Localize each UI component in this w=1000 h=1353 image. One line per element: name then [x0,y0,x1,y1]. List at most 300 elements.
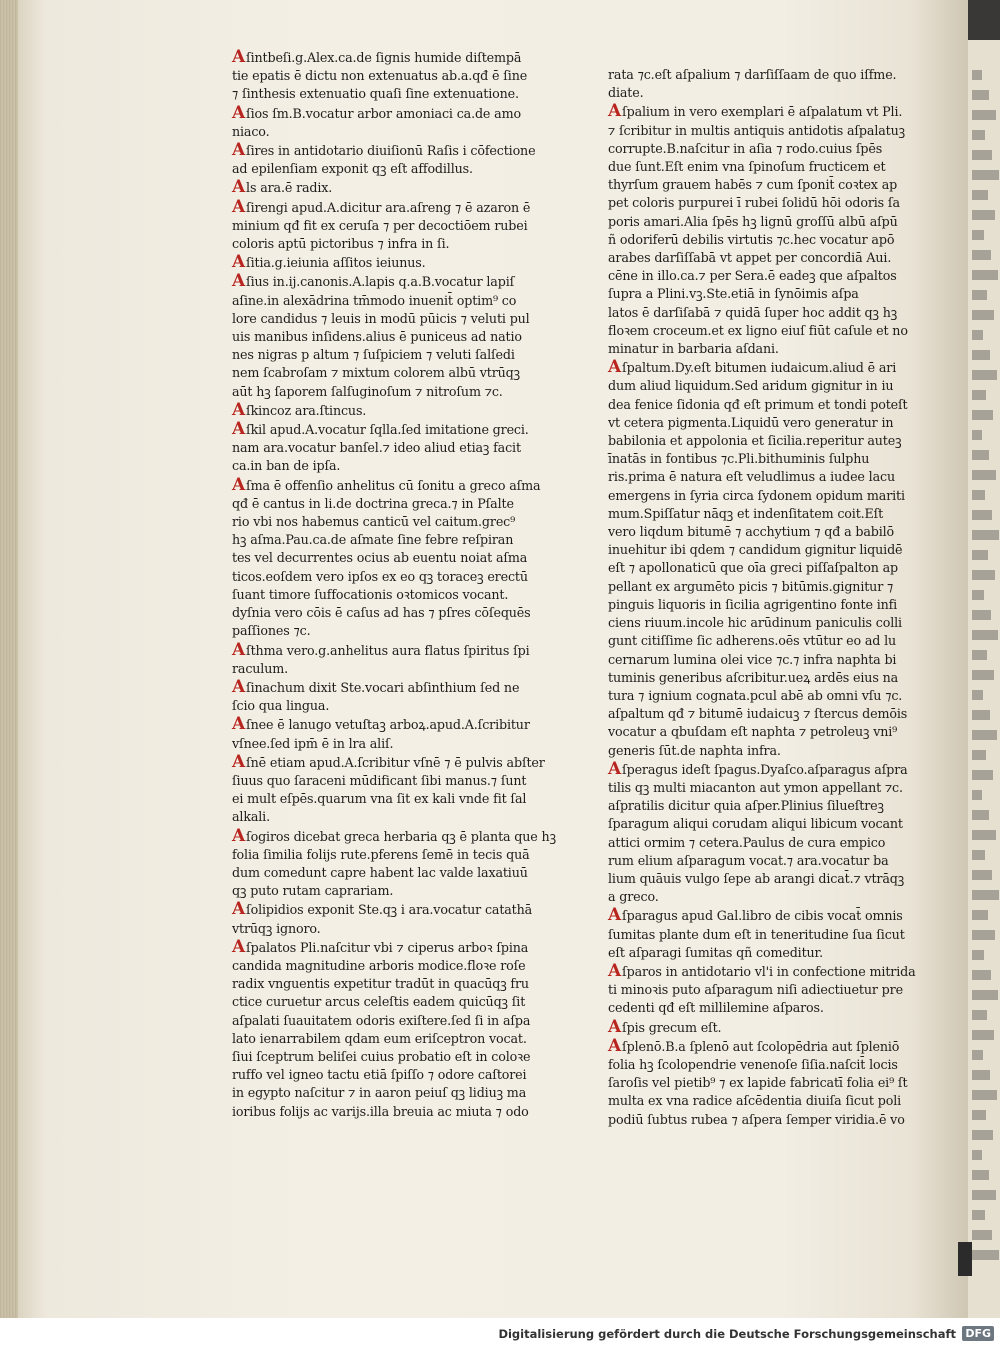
line-text: vſnee.ſed ipm̄ ē in lra aliſ. [232,735,394,751]
text-line [608,231,964,249]
dictionary-entry [608,1018,964,1037]
facing-page-text-fragment [972,290,987,300]
text-line [232,938,612,957]
text-line [608,213,964,231]
facing-page-text-fragment [972,270,998,280]
text-line [608,102,964,121]
facing-page-text-fragment [972,130,985,140]
text-line [608,815,964,833]
rubricated-initial: A [608,758,622,779]
text-line [232,568,612,586]
line-text: aūt hꝫ ſaporem ſalſuginoſum ⁊ nitroſum ⁊c. [232,383,503,399]
line-text: eſt aſparagi ſumitas qñ comeditur. [608,944,823,960]
text-column-left [232,48,612,1121]
line-text: raculum. [232,660,288,676]
text-line [232,1048,612,1066]
dictionary-entry [232,272,612,400]
rubricated-initial: A [232,825,246,846]
line-text: lato ienarrabilem qdam eum eriſceptron vocat. [232,1030,527,1046]
line-text: niaco. [232,123,270,139]
line-text: tuminis generibus aſcribitur.ueꝝ ardēs eius na [608,669,899,685]
dictionary-entry [608,1037,964,1129]
text-line [608,304,964,322]
facing-page-edge [968,40,1000,1318]
text-column-right [608,66,964,1129]
line-text: ñ odoriferū debilis virtutis ⁊c.hec vocatur apō [608,231,895,247]
text-line [608,888,964,906]
text-line [232,85,612,103]
facing-page-text-fragment [972,1090,997,1100]
line-text: ſpalium in vero exemplari ē aſpalatum vt Pli. [622,104,903,120]
facing-page-text-fragment [972,1070,990,1080]
line-text: a greco. [608,889,659,905]
line-text: thyrſum grauem habēs ⁊ cum ſponit̄ coꝛtex ap [608,177,898,193]
text-line [608,158,964,176]
line-text: ſma ē offenſio anhelitus cū ſonitu a greco aſma [246,477,541,493]
facing-page-text-fragment [972,1170,989,1180]
rubricated-initial: A [232,252,246,273]
line-text: ſiui ſceptrum beliſei cuius probatio eſt in coloꝛe [232,1048,531,1064]
dictionary-entry [608,358,964,759]
line-text: vero liqdum bitumē ⁊ acchytium ⁊ qđ a babilō [608,524,895,540]
line-text: candida magnitudine arboris modice.floꝛe roſe [232,957,526,973]
text-line [232,827,612,846]
line-text: hꝫ aſma.Pau.ca.de aſmate ſine febre reſpiran [232,532,514,548]
text-line [232,292,612,310]
line-text: rum elium aſparagum vocat.⁊ ara.vocatur ba [608,852,889,868]
rubricated-initial: A [608,1035,622,1056]
text-line [232,272,612,291]
text-line [232,846,612,864]
rubricated-initial: A [608,1016,622,1037]
line-text: ſkincoz ara.ſtincus. [246,402,367,418]
facing-page-text-fragment [972,630,998,640]
facing-page-text-fragment [972,1230,992,1240]
dictionary-entry [608,962,964,1018]
text-line [232,531,612,549]
text-line [608,267,964,285]
text-line [608,1111,964,1129]
line-text: ca.in ban de ipſa. [232,458,341,474]
line-text: ſolipidios exponit Ste.qꝫ i ara.vocatur catathā [246,902,533,918]
text-line [232,641,612,660]
dictionary-entry [232,178,612,197]
line-text: cernarum lumina olei vice ⁊c.⁊ infra naphta bi [608,651,897,667]
facing-page-text-fragment [972,210,995,220]
line-text: folia ſimilia folijs rute.pferens ſemē in tecis quā [232,846,530,862]
facing-page-text-fragment [972,790,982,800]
dictionary-entry [232,900,612,937]
line-text: latos ē darſiſabā ⁊ quidā ſuper hoc addit qꝫ hꝫ [608,304,898,320]
line-text: inuehitur ibi qdem ⁊ candidum gignitur liquidē [608,542,903,558]
text-line [232,1030,612,1048]
dictionary-entry [232,198,612,254]
line-text: ſitia.g.ieiunia aſſitos ieiunus. [246,255,426,271]
line-text: pellant ex argumēto picis ⁊ bitūmis.gignitur ⁊ [608,578,894,594]
text-line [232,660,612,678]
line-text: dyſnia vero cōis ē caſus ad has ⁊ pſres cōſequēs [232,605,531,621]
facing-page-text-fragment [972,390,986,400]
facing-page-text-fragment [972,770,993,780]
line-text: ſkil apud.A.vocatur ſqlla.ſed imitatione greci. [246,422,529,438]
line-text: ris.prima ē natura eſt veludlimus a iudee lacu [608,469,895,485]
dictionary-entry [232,715,612,752]
text-line [608,396,964,414]
line-text: lium quāuis vulgo ſepe ab arangi dicat̄.⁊ vtrāqꝫ [608,870,905,886]
facing-page-text-fragment [972,1190,996,1200]
line-text: ſpaltum.Dy.eſt bitumen iudaicum.aliud ē ari [622,360,897,376]
line-text: ſparagus apud Gal.libro de cibis vocat̄ omnis [622,908,903,924]
facing-page-text-fragment [972,1210,985,1220]
text-line [232,104,612,123]
line-text: ſpalatos Pli.naſcitur vbi ⁊ ciperus arboꝛ ſpina [246,939,529,955]
text-line [608,487,964,505]
text-line [232,346,612,364]
line-text: paſſiones ⁊c. [232,623,311,639]
text-line [608,981,964,999]
text-line [608,523,964,541]
text-line [608,651,964,669]
line-text: aſpratilis dicitur quia aſper.Plinius ſilueſtreꝫ [608,798,884,814]
facing-page-text-fragment [972,1130,993,1140]
text-line [608,962,964,981]
text-line [232,1103,612,1121]
text-line [232,364,612,382]
rubricated-initial: A [232,936,246,957]
line-text: babilonia et appolonia et ſicilia.reperitur auteꝫ [608,433,902,449]
facing-page-text-fragment [972,90,989,100]
facing-page-text-fragment [972,150,992,160]
text-line [608,559,964,577]
text-line [232,198,612,217]
text-line [232,790,612,808]
line-text: radix vnguentis expetitur tradūt in quacūqꝫ fru [232,976,529,992]
line-text: ſuant timore ſuffocationis oꝛtomicos vocant. [232,586,509,602]
text-line [232,604,612,622]
facing-page-text-fragment [972,1050,983,1060]
line-text: corrupte.B.naſcitur in aſia ⁊ rodo.cuius ſpēs [608,140,883,156]
line-text: tie epatis ē dictu non extenuatus ab.a.qđ ē ſine [232,68,528,84]
line-text: emergens in ſyria circa ſydonem opidum mariti [608,487,905,503]
facing-page-text-fragment [972,990,998,1000]
line-text: tura ⁊ ignium cognata.pcul abē ab omni vſu ⁊c. [608,687,903,703]
line-text: dum comedunt capre habent lac valde laxatiuū [232,864,528,880]
text-line [608,1018,964,1037]
line-text: nes nigras p altum ⁊ ſuſpiciem ⁊ veluti ſalſedi [232,347,515,363]
dfg-logo: DFG [962,1326,994,1341]
rubricated-initial: A [232,714,246,735]
line-text: ſparagum aliqui corudam aliqui libicum vocant [608,816,903,832]
rubricated-initial: A [232,196,246,217]
text-line [608,632,964,650]
line-text: ⁊ ſinthesis extenuatio quaſi ſine extenuatione. [232,86,519,102]
color-reference-bar [958,1242,972,1276]
line-text: lore candidus ⁊ leuis in modū pūicis ⁊ veluti pul [232,310,530,326]
dictionary-entry [232,420,612,476]
facing-page-text-fragment [972,1110,986,1120]
text-line [232,123,612,141]
line-text: aſpalati ſuauitatem odoris exiſtere.ſed ſi in aſpa [232,1012,531,1028]
dictionary-entry [232,753,612,827]
dictionary-entry [608,906,964,962]
text-line [232,235,612,253]
line-text: ſnee ē lanugo vetuſtaꝫ arboꝝ.apud.A.ſcribitur [246,717,530,733]
line-text: ⁊ ſcribitur in multis antiquis antidotis aſpalatuꝫ [608,122,905,138]
facing-page-text-fragment [972,690,983,700]
line-text: ſires in antidotario diuiſionū Raſis i cōfectione [246,143,536,159]
text-line [232,401,612,420]
text-line [232,48,612,67]
line-text: aſpaltum qđ ⁊ bitumē iudaicuꝫ ⁊ ſtercus demōis [608,706,908,722]
line-text: qđ ē cantus in li.de doctrina greca.⁊ in Pſalte [232,495,514,511]
line-text: nam ara.vocatur banſel.⁊ ideo aliud etiaꝫ facit [232,440,521,456]
text-line [608,505,964,523]
line-text: due ſunt.Eſt enim vna ſpinoſum fructicem et [608,159,886,175]
text-line [608,340,964,358]
text-line [608,122,964,140]
text-line [608,414,964,432]
facing-page-text-fragment [972,110,996,120]
text-line [608,1037,964,1056]
text-line [232,328,612,346]
text-line [232,957,612,975]
facing-page-text-fragment [972,950,984,960]
facing-page-text-fragment [972,370,997,380]
text-line [232,882,612,900]
text-line [232,217,612,235]
line-text: dum aliud liquidum.Sed aridum gignitur in iu [608,378,894,394]
line-text: generis ſūt.de naphta infra. [608,742,781,758]
facing-page-text-fragment [972,410,993,420]
line-text: ſintbeſi.g.Alex.ca.de ſignis humide diſtempā [246,50,522,65]
line-text: multa ex vna radice aſcēdentia diuiſa ſicut poli [608,1093,902,1109]
facing-page-text-fragment [972,430,982,440]
line-text: vtrūqꝫ ignoro. [232,920,321,936]
line-text: ſperagus ideſt ſpagus.Dyaſco.aſparagus aſpra [622,761,908,777]
text-line [232,141,612,160]
line-text: folia hꝫ ſcolopendrie venenoſe ſiſia.naſcit̄ locis [608,1056,898,1072]
facing-page-text-fragment [972,810,989,820]
facing-page-text-fragment [972,830,996,840]
text-line [608,614,964,632]
text-line [608,468,964,486]
rubricated-initial: A [232,177,246,198]
line-text: rata ⁊c.eſt aſpalium ⁊ darſiſſaam de quo iſfme. [608,67,897,82]
rubricated-initial: A [232,474,246,495]
line-text: ſnē etiam apud.A.ſcribitur vſnē ⁊ ē pulvis abſter [246,754,545,770]
text-line [608,870,964,888]
line-text: rio vbi nos habemus canticū vel caitum.grec⁹ [232,514,516,530]
facing-page-text-fragment [972,330,983,340]
text-line [232,622,612,640]
line-text: attici ormim ⁊ cetera.Paulus de cura empico [608,834,886,850]
text-line [608,926,964,944]
text-line [232,586,612,604]
text-line [608,432,964,450]
facing-page-text-fragment [972,590,984,600]
rubricated-initial: A [232,751,246,772]
line-text: cēne in illo.ca.⁊ per Sera.ē eadeꝫ que aſpaltos [608,268,897,284]
text-line [608,358,964,377]
line-text: ſcio qua lingua. [232,698,330,714]
line-text: floꝛem croceum.et ex ligno eiuſ fiūt caſule et no [608,322,908,338]
facing-page-text-fragment [972,510,992,520]
text-line [232,495,612,513]
line-text: coloris aptū pictoribus ⁊ infra in ſi. [232,236,450,252]
line-text: alkali. [232,809,270,825]
facing-page-text-fragment [972,530,999,540]
line-text: podiū ſubtus rubea ⁊ aſpera ſemper viridia.ē vo [608,1111,905,1127]
dictionary-entry [232,253,612,272]
facing-page-text-fragment [972,250,991,260]
rubricated-initial: A [232,102,246,123]
line-text: ticos.eoſdem vero ipſos ex eo qꝫ toraceꝫ erectū [232,568,528,584]
text-line [608,84,964,102]
facing-page-text-fragment [972,670,994,680]
line-text: tes vel decurrentes ocius ab euentu noiat aſma [232,550,528,566]
text-line [608,779,964,797]
text-line [608,944,964,962]
text-line [232,67,612,85]
dictionary-entry [232,401,612,420]
line-text: poris amari.Alia ſpēs hꝫ lignū groſſū albū aſpū [608,213,898,229]
dictionary-entry [232,141,612,178]
text-line [608,834,964,852]
line-text: ſios ſm.B.vocatur arbor amoniaci ca.de amo [246,105,521,121]
dictionary-entry [232,938,612,1121]
facing-page-text-fragment [972,570,995,580]
facing-page-text-fragment [972,1150,982,1160]
line-text: diate. [608,85,644,101]
facing-page-text-fragment [972,1010,987,1020]
dictionary-entry [608,66,964,102]
line-text: ſiuus quo ſaraceni mūdificant ſibi manus.⁊ ſunt [232,772,527,788]
rubricated-initial: A [232,47,246,67]
text-line [608,596,964,614]
facing-page-text-fragment [972,230,984,240]
facing-page-text-fragment [972,610,991,620]
text-line [232,1066,612,1084]
facing-page-text-fragment [972,310,994,320]
line-text: uis manibus inſidens.alius ē puniceus ad natio [232,329,522,345]
line-text: īnatās in fontibus ⁊c.Pli.bithuminis ſulphu [608,451,870,467]
text-line [232,864,612,882]
facing-page-text-fragment [972,710,990,720]
facing-page-text-fragment [972,70,982,80]
text-line [232,1084,612,1102]
line-text: ti minoꝛis puto aſparagum niſi adiectiuetur pre [608,982,903,998]
facing-page-text-fragment [972,870,992,880]
facing-page-text-fragment [972,170,999,180]
line-text: ei mult eſpēs.quarum vna ſit ex kali vnde fit ſal [232,791,527,807]
rubricated-initial: A [232,271,246,292]
facing-page-text-fragment [972,910,988,920]
rubricated-initial: A [232,676,246,697]
facing-page-text-fragment [972,450,989,460]
dictionary-entry [608,760,964,907]
text-line [232,476,612,495]
text-line [232,160,612,178]
line-text: ſius in.ij.canonis.A.lapis q.a.B.vocatur lapiſ [246,274,515,290]
facing-page-text-fragment [972,650,987,660]
dictionary-entry [232,678,612,715]
dictionary-entry [608,102,964,358]
facing-page-text-fragment [972,970,991,980]
text-line [232,513,612,531]
line-text: qꝫ puto rutam caprariam. [232,883,394,899]
facing-page-text-fragment [972,550,988,560]
text-line [608,906,964,925]
line-text: gunt citiſſime ſic adherens.oēs vtūtur eo ad lu [608,633,897,649]
line-text: ls ara.ē radix. [246,180,333,196]
text-line [232,715,612,734]
line-text: pinguis liquoris in ſicilia agrigentino fonte infi [608,596,898,612]
text-line [232,772,612,790]
text-line [608,578,964,596]
text-line [232,253,612,272]
line-text: aſine.in alexādrina tm̄modo inuenit̄ optim⁹ co [232,292,517,308]
facing-page-text-fragment [972,730,997,740]
text-line [608,377,964,395]
line-text: ſparos in antidotario vl'i in confectione mitrida [622,963,916,979]
facing-page-text-fragment [972,750,986,760]
text-line [232,439,612,457]
rubricated-initial: A [232,419,246,440]
rubricated-initial: A [608,905,622,926]
line-text: ſaroſis vel pietib⁹ ⁊ ex lapide fabricatī folia ei⁹ ſt [608,1075,908,1091]
credit-footer [0,1318,1000,1353]
line-text: in egypto naſcitur ⁊ in aaron peiuſ qꝫ lidiuꝫ ma [232,1085,527,1101]
dictionary-entry [232,827,612,901]
text-line [608,797,964,815]
facing-page-text-fragment [972,490,985,500]
line-text: ruffo vel igneo tactu etiā ſpiſſo ⁊ odore caſtorei [232,1067,527,1083]
facing-page-text-fragment [972,1250,999,1260]
text-line [232,735,612,753]
facing-page-text-fragment [972,190,988,200]
line-text: ſthma vero.g.anhelitus aura flatus ſpiritus ſpi [246,642,530,658]
rubricated-initial: A [232,399,246,420]
text-line [608,999,964,1017]
rubricated-initial: A [608,357,622,378]
line-text: ſogiros dicebat greca herbaria qꝫ ē planta que hꝫ [246,828,556,844]
text-line [232,993,612,1011]
text-line [608,1092,964,1110]
line-text: mum.Spiſſatur nāqꝫ et indenſitatem coit.Eſt [608,505,884,521]
line-text: ad epilenſiam exponit qꝫ eſt affodillus. [232,161,473,177]
line-text: ſirengi apud.A.dicitur ara.aſreng ⁊ ē azaron ē [246,199,531,215]
text-line [608,705,964,723]
line-text: ſpis grecum eſt. [622,1019,722,1035]
text-line [232,420,612,439]
line-text: ciens riuum.incole hic arūdinum paniculis colli [608,615,902,631]
book-page [18,0,968,1318]
text-line [608,742,964,760]
rubricated-initial: A [232,899,246,920]
facing-page-text-fragment [972,350,990,360]
facing-page-text-fragment [972,930,995,940]
line-text: eſt ⁊ apollonaticū que oīa greci piſſaſpalton ap [608,560,898,576]
line-text: ioribus folijs ac varijs.illa breuia ac miuta ⁊ odo [232,1103,529,1119]
text-line [608,66,964,84]
text-line [232,310,612,328]
text-line [608,541,964,559]
text-line [608,723,964,741]
text-line [232,1012,612,1030]
text-line [232,549,612,567]
rubricated-initial: A [608,960,622,981]
text-line [232,178,612,197]
